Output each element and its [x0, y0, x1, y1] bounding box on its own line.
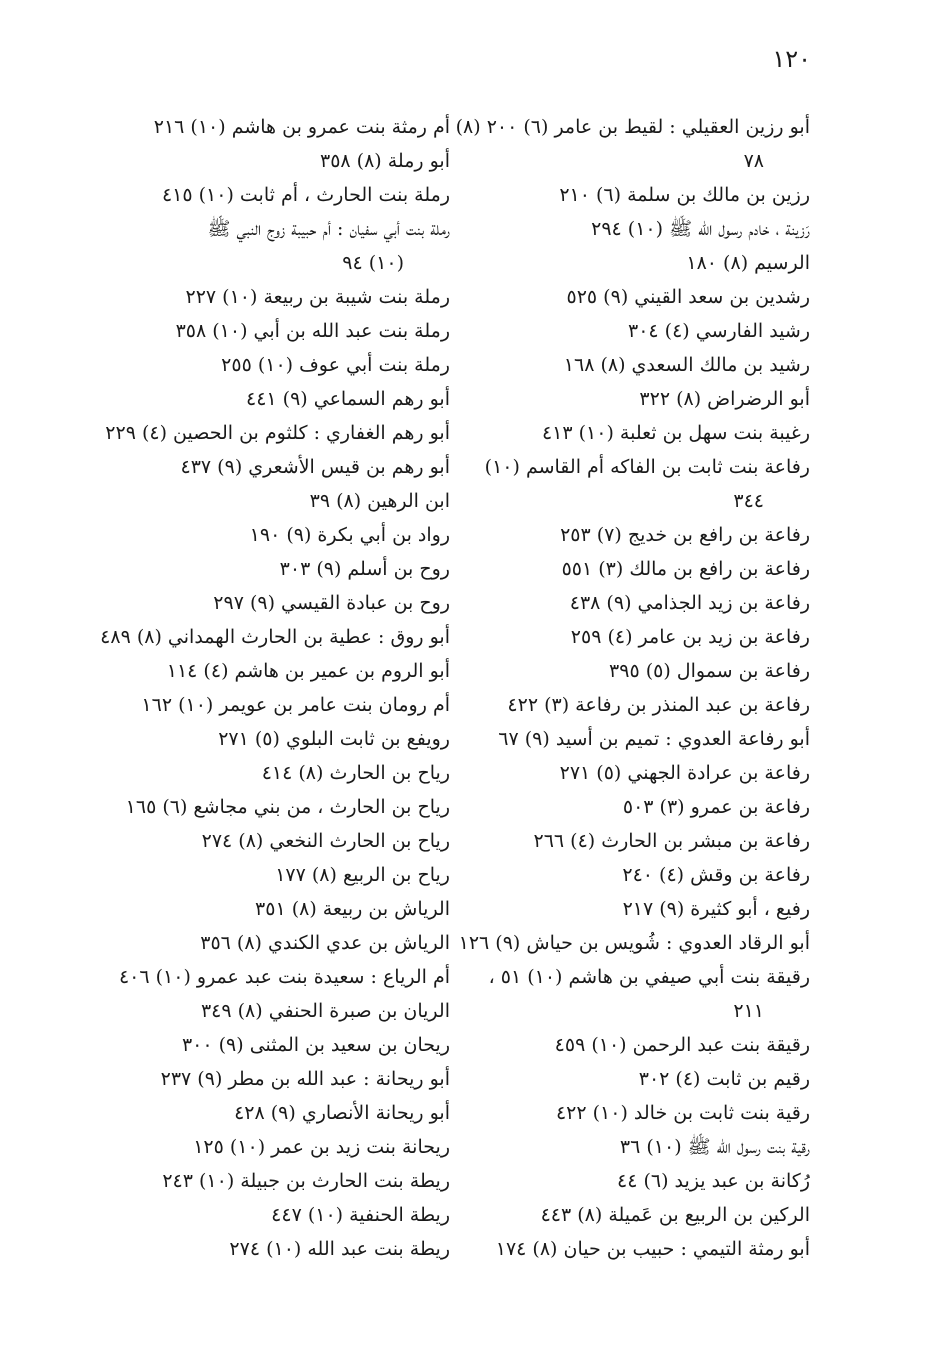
index-entry: أبو روق : عطية بن الحارث الهمداني (٨) ٤٨٩ [100, 626, 450, 648]
index-entry: رفاعة بن عرادة الجهني (٥) ٢٧١ [559, 762, 810, 784]
index-entry: أبو رمثة التيمي : حبيب بن حيان (٨) ١٧٤ [495, 1238, 810, 1260]
index-entry: ٧٨ [743, 150, 764, 172]
index-entry: الرسيم (٨) ١٨٠ [686, 252, 810, 274]
index-entry: رياح بن الحارث (٨) ٤١٤ [261, 762, 450, 784]
index-entry: رفاعة بن زيد بن عامر (٤) ٢٥٩ [570, 626, 810, 648]
index-entry: أم رومان بنت عامر بن عويمر (١٠) ١٦٢ [141, 694, 450, 716]
index-entry: أبو الروم بن عمير بن هاشم (٤) ١١٤ [166, 660, 450, 682]
index-column-left [100, 110, 450, 1266]
index-entry: رشيد بن مالك السعدي (٨) ١٦٨ [563, 354, 810, 376]
index-entry: أبو الرضراض (٨) ٣٢٢ [639, 388, 810, 410]
index-entry: ٢١١ [733, 1000, 764, 1022]
index-entry: أبو رفاعة العدوي : تميم بن أسيد (٩) ٦٧ [498, 728, 810, 750]
index-entry: روح بن عبادة القيسي (٩) ٢٩٧ [213, 592, 450, 614]
index-entry: رشدين بن سعد القيني (٩) ٥٢٥ [566, 286, 810, 308]
index-entry: أبو ريحانة الأنصاري (٩) ٤٢٨ [234, 1102, 450, 1124]
index-entry: ريحان بن سعيد بن المثنى (٩) ٣٠٠ [181, 1034, 450, 1056]
index-entry: أبو رهم الغفاري : كلثوم بن الحصين (٤) ٢٢٩ [105, 422, 450, 444]
index-entry: ريطة بنت عبد الله (١٠) ٢٧٤ [229, 1238, 450, 1260]
index-entry: رُكانة بن عبد يزيد (٦) ٤٤ [617, 1170, 810, 1192]
index-entry: أبو رزين العقيلي : لقيط بن عامر (٦) ٢٠٠ (٨) [455, 116, 810, 138]
index-entry: رواد بن أبي بكرة (٩) ١٩٠ [249, 524, 450, 546]
index-entry: رفاعة بن عبد المنذر بن رفاعة (٣) ٤٢٢ [507, 694, 810, 716]
index-entry: رملة بنت عبد الله بن أبي (١٠) ٣٥٨ [175, 320, 450, 342]
index-entry: رقيقة بنت عبد الرحمن (١٠) ٤٥٩ [554, 1034, 810, 1056]
index-entry: أم الرياع : سعيدة بنت عبد عمرو (١٠) ٤٠٦ [118, 966, 450, 988]
index-entry: رفاعة بنت ثابت بن الفاكه أم القاسم (١٠) [484, 456, 810, 478]
index-entry: ريطة بنت الحارث بن جبيلة (١٠) ٢٤٣ [162, 1170, 450, 1192]
index-entry: أم رمثة بنت عمرو بن هاشم (١٠) ٢١٦ [153, 116, 450, 138]
index-entry: رملة بنت أبي عوف (١٠) ٢٥٥ [221, 354, 450, 376]
index-entry: رياح بن الحارث النخعي (٨) ٢٧٤ [201, 830, 450, 852]
index-entry: ٣٤٤ [733, 490, 764, 512]
index-entry: رفاعة بن رافع بن خديج (٧) ٢٥٣ [560, 524, 810, 546]
index-entry: الرياش بن ربيعة (٨) ٣٥١ [255, 898, 450, 920]
index-entry: رياح بن الربيع (٨) ١٧٧ [275, 864, 450, 886]
index-column-right [455, 110, 810, 1266]
index-entry: رفاعة بن زيد الجذامي (٩) ٤٣٨ [569, 592, 810, 614]
index-entry: أبو رهم السماعي (٩) ٤٤١ [245, 388, 450, 410]
index-entry: رملة بنت أبي سفيان : أم حبيبة زوج النبي ﷺ [207, 218, 450, 240]
index-entry: رَزينة ، خادم رسول الله ﷺ (١٠) ٢٩٤ [591, 218, 810, 240]
index-entry: رفاعة بن عمرو (٣) ٥٠٣ [622, 796, 810, 818]
index-entry: رفاعة بن رافع بن مالك (٣) ٥٥١ [561, 558, 810, 580]
index-entry: رغيبة بنت سهل بن ثعلبة (١٠) ٤١٣ [541, 422, 810, 444]
index-entry: الركين بن الربيع بن عَميلة (٨) ٤٤٣ [540, 1204, 810, 1226]
index-entry: رملة بنت شيبة بن ربيعة (١٠) ٢٢٧ [185, 286, 450, 308]
index-entry: رقيم بن ثابت (٤) ٣٠٢ [638, 1068, 810, 1090]
index-entry: أبو ريحانة : عبد الله بن مطر (٩) ٢٣٧ [160, 1068, 450, 1090]
index-entry: رقية بنت رسول الله ﷺ (١٠) ٣٦ [619, 1136, 810, 1158]
index-entry: رزين بن مالك بن سلمة (٦) ٢١٠ [559, 184, 810, 206]
index-entry: أبو الرقاد العدوي : شُويس بن حياش (٩) ١٢٦ [458, 932, 810, 954]
index-entry: رقيقة بنت أبي صيفي بن هاشم (١٠) ٥١ ، [488, 966, 810, 988]
index-entry: رفيع ، أبو كثيرة (٩) ٢١٧ [622, 898, 810, 920]
index-entry: ابن الرهين (٨) ٣٩ [309, 490, 450, 512]
index-entry: رويفع بن ثابت البلوي (٥) ٢٧١ [218, 728, 450, 750]
index-entry: الرياش بن عدي الكندي (٨) ٣٥٦ [200, 932, 450, 954]
index-entry: أبو رملة (٨) ٣٥٨ [320, 150, 450, 172]
index-entry: ريطة الحنفية (١٠) ٤٤٧ [271, 1204, 450, 1226]
index-entry: رفاعة بن سموال (٥) ٣٩٥ [609, 660, 810, 682]
index-entry: رشيد الفارسي (٤) ٣٠٤ [628, 320, 810, 342]
index-entry: رفاعة بن مبشر بن الحارث (٤) ٢٦٦ [533, 830, 810, 852]
index-entry: رملة بنت الحارث ، أم ثابت (١٠) ٤١٥ [161, 184, 450, 206]
index-entry: رفاعة بن وقش (٤) ٢٤٠ [622, 864, 810, 886]
index-entry: ريحانة بنت زيد بن عمر (١٠) ١٢٥ [193, 1136, 450, 1158]
index-entry: أبو رهم بن قيس الأشعري (٩) ٤٣٧ [180, 456, 450, 478]
index-entry: رقية بنت ثابت بن خالد (١٠) ٤٢٢ [555, 1102, 810, 1124]
index-entry: الريان بن صبرة الحنفي (٨) ٣٤٩ [200, 1000, 450, 1022]
index-entry: (١٠) ٩٤ [342, 252, 404, 274]
index-entry: رياح بن الحارث ، من بني مجاشع (٦) ١٦٥ [125, 796, 450, 818]
index-entry: روح بن أسلم (٩) ٣٠٣ [279, 558, 450, 580]
page-number: ١٢٠ [772, 45, 811, 73]
